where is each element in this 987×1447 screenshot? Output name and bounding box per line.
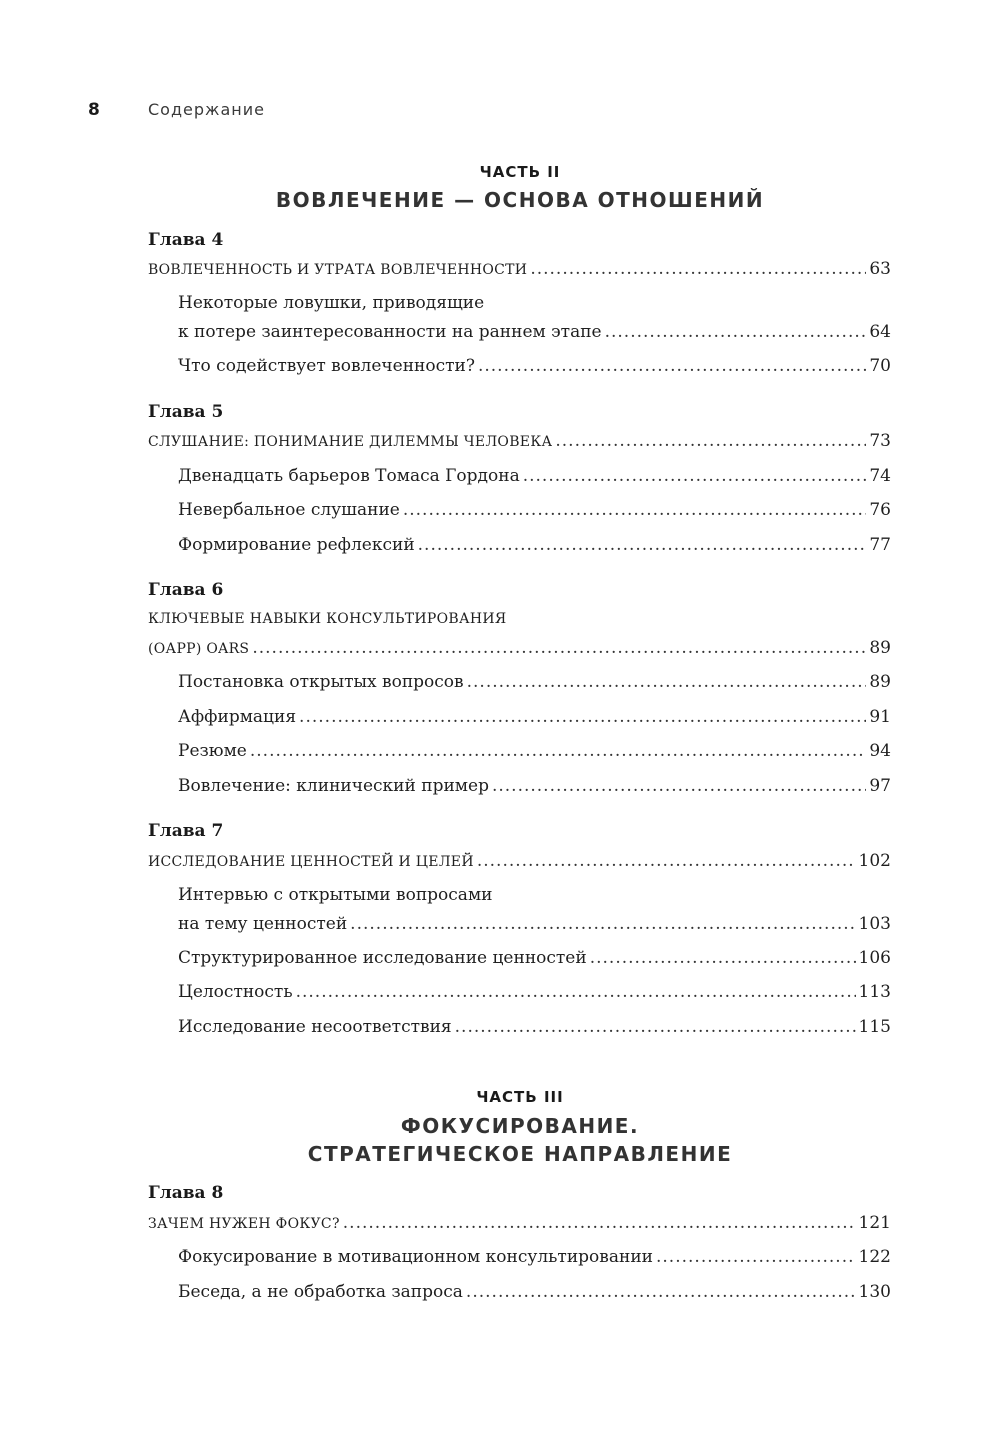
toc-entry-ch5-s3[interactable] (178, 534, 891, 556)
toc-entry-line: Интервью с открытыми вопросами (178, 885, 493, 905)
leader-dots (250, 740, 867, 762)
leader-dots (478, 355, 866, 377)
toc-entry-ch7-s4[interactable] (178, 1016, 891, 1038)
toc-page-number: 76 (869, 500, 891, 520)
toc-page-number: 103 (858, 914, 891, 934)
chapter-4-label: Глава 4 (148, 230, 224, 250)
toc-entry-title: на тему ценностей (178, 914, 348, 934)
toc-page-number: 102 (858, 851, 891, 871)
leader-dots (418, 534, 867, 556)
leader-dots (530, 258, 866, 280)
leader-dots (555, 430, 866, 452)
part-3-title-line-2: СТРАТЕГИЧЕСКОЕ НАПРАВЛЕНИЕ (307, 1142, 733, 1166)
toc-entry-title: Что содействует вовлеченности? (178, 356, 475, 376)
toc-page-number: 97 (869, 776, 891, 796)
toc-entry-ch6-s3[interactable] (178, 740, 891, 762)
toc-entry-title: СЛУШАНИЕ: ПОНИМАНИЕ ДИЛЕММЫ ЧЕЛОВЕКА (148, 434, 553, 450)
toc-page-number: 74 (869, 466, 891, 486)
toc-entry-title: Структурированное исследование ценностей (178, 948, 587, 968)
toc-entry-title: Резюме (178, 741, 247, 761)
toc-entry-ch7-s1[interactable] (178, 913, 891, 935)
toc-entry-ch7-s2[interactable] (178, 947, 891, 969)
toc-entry-title: к потере заинтересованности на раннем этапе (178, 322, 602, 342)
leader-dots (467, 671, 867, 693)
chapter-6-label: Глава 6 (148, 580, 224, 600)
part-2-label: ЧАСТЬ II (479, 163, 561, 181)
toc-entry-title: Двенадцать барьеров Томаса Гордона (178, 466, 520, 486)
chapter-7-label: Глава 7 (148, 821, 224, 841)
chapter-5-label: Глава 5 (148, 402, 224, 422)
part-3-label: ЧАСТЬ III (476, 1088, 564, 1106)
leader-dots (296, 981, 856, 1003)
leader-dots (350, 913, 855, 935)
toc-entry-title: ВОВЛЕЧЕННОСТЬ И УТРАТА ВОВЛЕЧЕННОСТИ (148, 262, 528, 278)
toc-entry-title: Формирование рефлексий (178, 535, 415, 555)
toc-page-number: 94 (869, 741, 891, 761)
toc-entry-title: (ОАРР) OARS (148, 641, 250, 657)
running-title: Содержание (148, 100, 265, 119)
toc-page-number: 115 (858, 1017, 891, 1037)
leader-dots (403, 499, 867, 521)
leader-dots (656, 1246, 856, 1268)
toc-entry-chapter-5-title[interactable] (148, 430, 891, 453)
toc-entry-title: Исследование несоответствия (178, 1017, 452, 1037)
toc-page-number: 73 (869, 431, 891, 451)
leader-dots (605, 321, 867, 343)
part-2-title: ВОВЛЕЧЕНИЕ — ОСНОВА ОТНОШЕНИЙ (275, 188, 765, 212)
toc-entry-title: Вовлечение: клинический пример (178, 776, 489, 796)
toc-entry-ch7-s3[interactable] (178, 981, 891, 1003)
toc-entry-chapter-4-title[interactable] (148, 258, 891, 281)
leader-dots (523, 465, 867, 487)
toc-page-number: 130 (858, 1282, 891, 1302)
toc-page-number: 63 (869, 259, 891, 279)
toc-entry-chapter-8-title[interactable] (148, 1212, 891, 1235)
leader-dots (299, 706, 866, 728)
toc-page-number: 122 (858, 1247, 891, 1267)
toc-entry-title: ЗАЧЕМ НУЖЕН ФОКУС? (148, 1216, 340, 1232)
toc-entry-ch8-s2[interactable] (178, 1281, 891, 1303)
leader-dots (252, 637, 866, 659)
toc-entry-chapter-7-title[interactable] (148, 850, 891, 873)
toc-entry-title: Беседа, а не обработка запроса (178, 1282, 463, 1302)
toc-entry-ch5-s1[interactable] (178, 465, 891, 487)
part-3-title-line-1: ФОКУСИРОВАНИЕ. (400, 1114, 640, 1138)
toc-entry-title: Невербальное слушание (178, 500, 400, 520)
toc-entry-ch5-s2[interactable] (178, 499, 891, 521)
page-number: 8 (88, 100, 100, 120)
toc-entry-ch6-s1[interactable] (178, 671, 891, 693)
toc-entry-chapter-6-title[interactable] (148, 637, 891, 660)
toc-entry-ch4-s1[interactable] (178, 321, 891, 343)
leader-dots (466, 1281, 856, 1303)
leader-dots (477, 850, 856, 872)
toc-page-number: 113 (858, 982, 891, 1002)
toc-page-number: 70 (869, 356, 891, 376)
toc-page-number: 89 (869, 638, 891, 658)
toc-entry-line: КЛЮЧЕВЫЕ НАВЫКИ КОНСУЛЬТИРОВАНИЯ (148, 611, 507, 627)
leader-dots (492, 775, 866, 797)
chapter-8-label: Глава 8 (148, 1183, 224, 1203)
toc-page-number: 121 (858, 1213, 891, 1233)
leader-dots (343, 1212, 856, 1234)
toc-entry-ch8-s1[interactable] (178, 1246, 891, 1268)
leader-dots (590, 947, 856, 969)
toc-entry-title: Фокусирование в мотивационном консультировании (178, 1247, 653, 1267)
toc-page-number: 106 (858, 948, 891, 968)
toc-page-number: 64 (869, 322, 891, 342)
toc-entry-ch6-s2[interactable] (178, 706, 891, 728)
toc-entry-ch6-s4[interactable] (178, 775, 891, 797)
toc-page-number: 89 (869, 672, 891, 692)
toc-entry-title: Целостность (178, 982, 293, 1002)
toc-page-number: 77 (869, 535, 891, 555)
toc-entry-ch4-s2[interactable] (178, 355, 891, 377)
toc-entry-line: Некоторые ловушки, приводящие (178, 293, 485, 313)
toc-entry-title: Аффирмация (178, 707, 297, 727)
toc-page-number: 91 (869, 707, 891, 727)
toc-entry-title: Постановка открытых вопросов (178, 672, 464, 692)
leader-dots (455, 1016, 856, 1038)
toc-entry-title: ИССЛЕДОВАНИЕ ЦЕННОСТЕЙ И ЦЕЛЕЙ (148, 854, 474, 870)
